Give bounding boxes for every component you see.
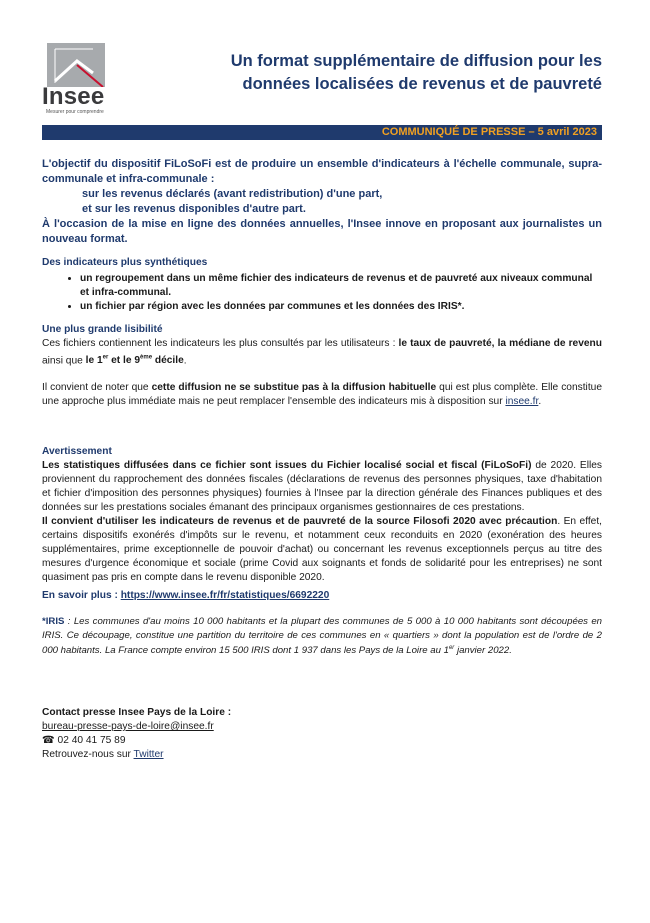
contact-social: Retrouvez-nous sur Twitter [42,749,164,761]
learn-more: En savoir plus : https://www.insee.fr/fr/statistiques/6692220 [42,590,330,602]
logo-tagline: Mesurer pour comprendre [46,109,104,115]
readability-paragraph-1: Ces fichiers contiennent les indicateurs les plus consultés par les utilisateurs : le taux de pauvreté, la médiane de revenu ainsi que le 1er et le 9ème décile. [42,338,602,367]
logo-mark [47,43,105,87]
section-heading-warning: Avertissement [42,446,112,458]
twitter-link[interactable]: Twitter [133,749,164,761]
intro-block [42,157,602,247]
press-release-label: COMMUNIQUÉ DE PRESSE – 5 avril 2023 [381,126,597,138]
contact-email-link[interactable]: bureau-presse-pays-de-loire@insee.fr [42,721,214,733]
list-item: • un regroupement dans un même fichier des indicateurs de revenus et de pauvreté aux niveaux communal et infra-communal. [80,272,602,300]
synthetic-list [42,272,602,314]
intro-line-2: sur les revenus déclarés (avant redistribution) d'une part, [82,188,383,200]
section-heading-readability: Une plus grande lisibilité [42,324,163,335]
intro-line-4: À l'occasion de la mise en ligne des données annuelles, l'Insee innove en proposant aux journalistes un nouveau format. [42,218,602,245]
warning-paragraph-2: Il convient d'utiliser les indicateurs de revenus et de pauvreté de la source Filosofi 2020 avec précaution. En effet, certains dispositifs exonérés d'impôts sur le revenu, et notamment ceux reconduits en 2020 (exonération des heures supplémentaires, prime exceptionnelle de pouvoir d'achat) ou concernant les revenus exceptionnels perçus au titre des mesures d'urgence économique et sociale (prime Covid aux soignants et fonds de solidarité pour les entreprises) ne sont quasiment pas pris en compte dans le revenu disponible 2020. [42,516,602,584]
list-item: • un fichier par région avec les données par communes et les données des IRIS*. [80,300,602,314]
page-title [150,50,602,96]
document-body [42,157,602,762]
contact-phone: ☎ 02 40 41 75 89 [42,735,126,747]
insee-link[interactable]: insee.fr [505,396,539,408]
title-line-1: Un format supplémentaire de diffusion pour les [230,52,602,70]
press-release-band [42,125,602,140]
logo-word: Insee [42,83,105,110]
statistics-link[interactable]: https://www.insee.fr/fr/statistiques/6692220 [120,590,330,602]
section-heading-synthetic: Des indicateurs plus synthétiques [42,257,208,268]
title-line-2: données localisées de revenus et de pauvreté [242,75,602,93]
insee-logo [38,43,118,119]
phone-icon: ☎ [42,735,55,747]
intro-line-3: et sur les revenus disponibles d'autre part. [82,203,306,215]
readability-paragraph-2: Il convient de noter que cette diffusion ne se substitue pas à la diffusion habituelle qui est plus complète. Elle constitue une approche plus immédiate mais ne peut remplacer l'ensemble des indicateurs mis à disposition sur insee.fr. [42,382,602,408]
iris-footnote: *IRIS : Les communes d'au moins 10 000 habitants et la plupart des communes de 5 000 à 10 000 habitants sont découpées en IRIS. Ce découpage, constitue une partition du territoire de ces communes en « quartiers » dont la population est de l'ordre de 2 000 habitants. La France compte environ 15 500 IRIS dont 1 937 dans les Pays de la Loire au 1er janvier 2022. [42,616,602,657]
contact-heading: Contact presse Insee Pays de la Loire : [42,707,232,719]
warning-paragraph-1: Les statistiques diffusées dans ce fichier sont issues du Fichier localisé social et fiscal (FiLoSoFi) de 2020. Elles proviennent du rapprochement des données fiscales (déclarations de revenus des personnes physiques, taxe d'habitation et fichier d'imposition des personnes physiques) fournies à l'Insee par la direction générale des Finances publiques et des données sur les prestations sociales émanant des principaux organismes gestionnaires de ces prestations. [42,460,602,514]
intro-line-1: L'objectif du dispositif FiLoSoFi est de produire un ensemble d'indicateurs à l'échelle communale, supra-communale et infra-communale : [42,158,602,185]
press-contact [42,706,602,762]
